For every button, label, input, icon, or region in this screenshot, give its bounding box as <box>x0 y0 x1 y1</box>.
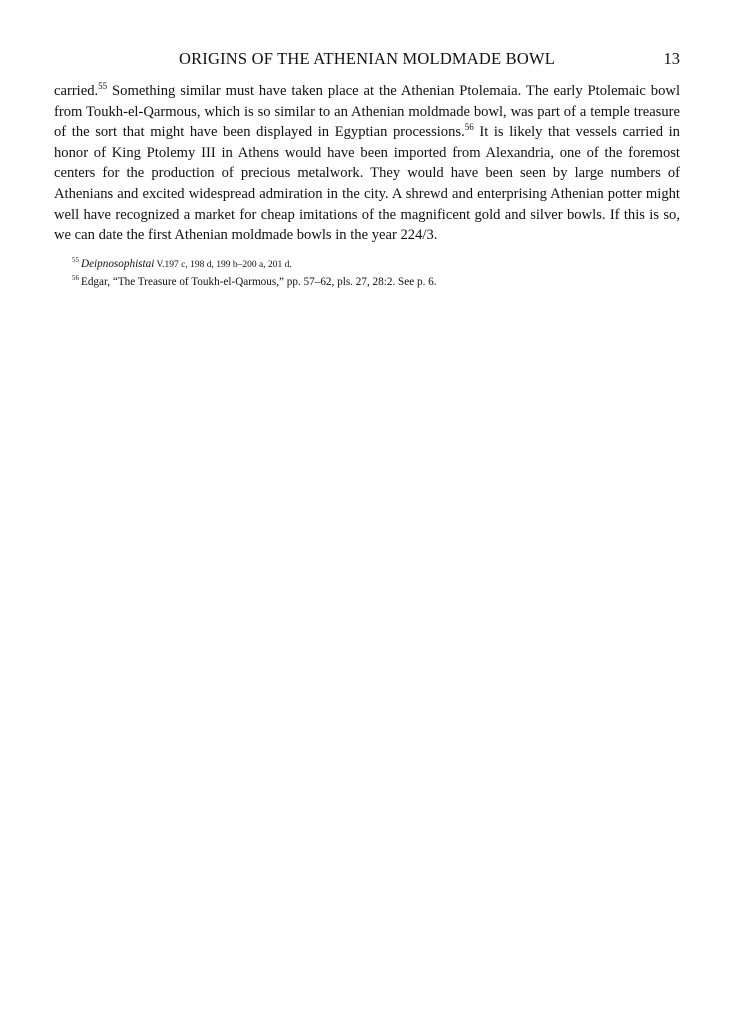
footnote-number: 56 <box>72 274 79 283</box>
footnote <box>72 256 672 274</box>
footnote-number: 55 <box>72 256 79 265</box>
footnote-text: V.197 c, 198 d, 199 b–200 a, 201 d. <box>154 260 292 270</box>
body-paragraph <box>54 81 680 246</box>
body-text-segment: Something similar must have taken place at the Athenian Ptolemaia. The early Ptolemaic bowl from Toukh-el-Qarmous, which is so similar to an Athenian moldmade bowl, was part of a temple treasure of the sort that might have been displayed in Egyptian processions. <box>54 83 680 141</box>
footnote-work-title: Deipnosophistai <box>81 258 155 270</box>
running-header <box>54 47 680 71</box>
footnotes-section <box>72 256 672 291</box>
running-title: ORIGINS OF THE ATHENIAN MOLDMADE BOWL <box>178 49 556 68</box>
footnote <box>72 274 672 291</box>
body-text-segment: It is likely that vessels carried in honor of King Ptolemy III in Athens would have been imported from Alexandria, one of the foremost centers for the production of precious metalwork. They would have been seen by large numbers of Athenians and excited widespread admiration in the city. A shrewd and enterprising Athenian potter might well have recognized a market for cheap imitations of the magnificent gold and silver bowls. If this is so, we can date the first Athenian moldmade bowls in the year 224/3. <box>54 124 680 244</box>
footnote-reference[interactable]: 56 <box>464 122 474 133</box>
page-number: 13 <box>663 49 680 68</box>
body-text-segment: carried. <box>54 83 99 99</box>
footnote-text: Edgar, “The Treasure of Toukh-el-Qarmous,” pp. 57–62, pls. 27, 28:2. See p. 6. <box>81 276 437 288</box>
footnote-reference[interactable]: 55 <box>98 81 108 92</box>
